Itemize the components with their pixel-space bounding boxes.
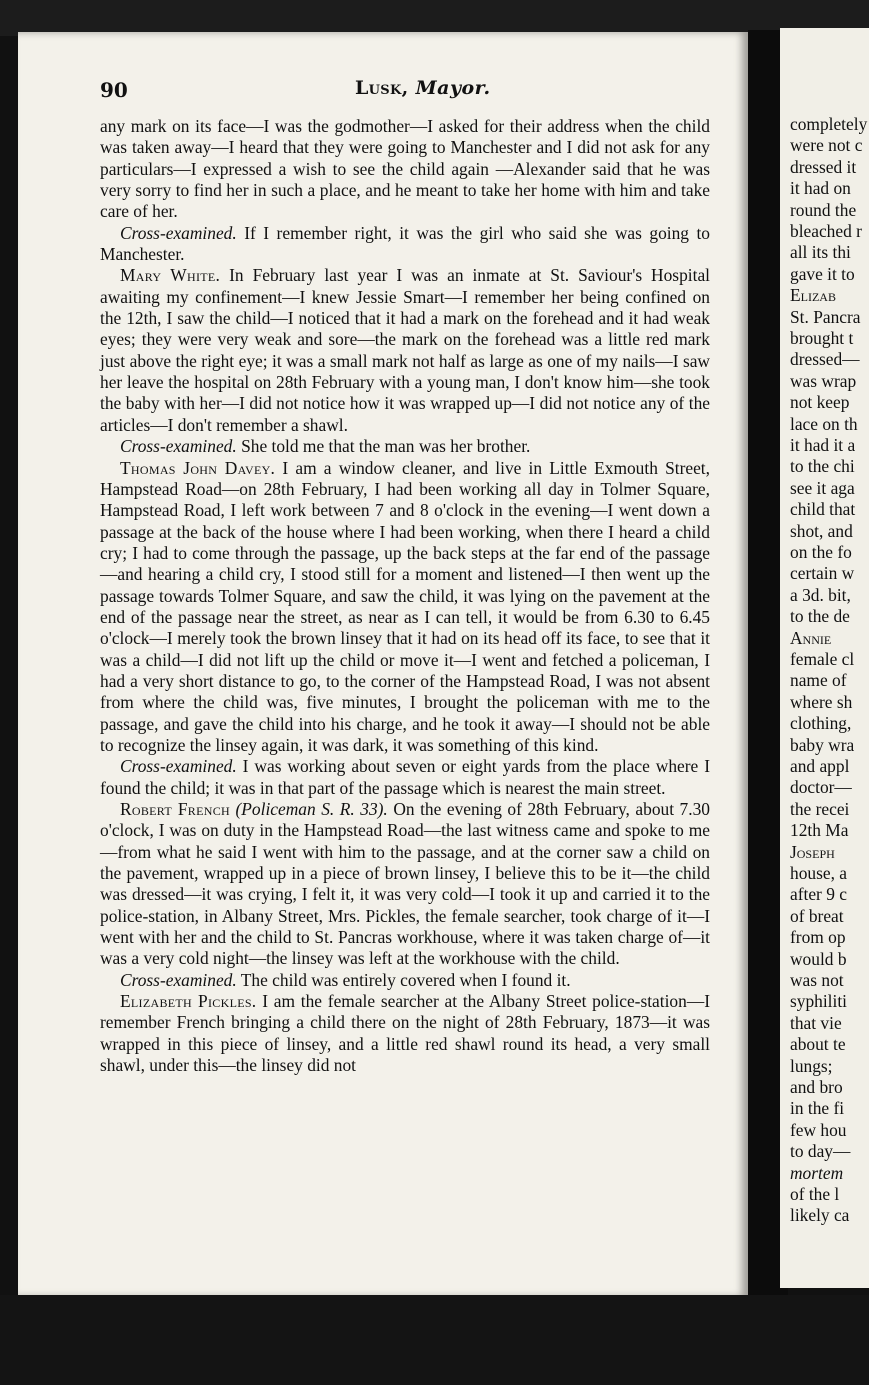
right-page-line: was not (790, 970, 844, 990)
right-page-line: would b (790, 948, 847, 969)
right-page-line: of the l (790, 1184, 840, 1204)
right-page-line: from op (790, 927, 846, 948)
testimony-text: I am the female searcher at the Albany Street police-station—I remember French bringing a child there on the night of 28th February, 1873—it was wrapped in this piece of linsey, and a little red shawl round its head, a very small shawl, under this—the linsey did not (100, 991, 711, 1076)
paragraph-cross-examination (100, 223, 710, 266)
testimony-text: I was working about seven or eight yards from the place where I found the child; it was in that part of the passage which is nearest the main street. (100, 756, 710, 798)
right-page-line: baby wra (790, 734, 855, 755)
page-number: 90 (100, 78, 128, 102)
right-page-line: St. Pancra (790, 306, 861, 327)
cross-examined-label: Cross-examined. (120, 969, 237, 990)
right-page-line: see it aga (790, 477, 855, 498)
right-page-line: dressed it (790, 156, 857, 177)
right-page-line: dressed— (790, 349, 860, 370)
testimony-text: If I remember right, it was the girl who said she was going to Manchester. (100, 222, 710, 265)
right-page-line: house, a (790, 863, 847, 883)
right-page-line: round the (790, 199, 857, 220)
paragraph-witness-robert-french (100, 799, 710, 970)
right-page-line: likely ca (790, 1205, 850, 1226)
testimony-text: The child was entirely covered when I found it. (236, 969, 571, 990)
testimony-text: She told me that the man was her brother. (236, 436, 531, 457)
right-page-line: syphiliti (790, 991, 848, 1012)
right-page-line: clothing, (790, 713, 852, 734)
cross-examined-label: Cross-examined. (120, 222, 237, 243)
running-head-name: Lusk, (355, 77, 409, 99)
scan-top-edge (0, 0, 869, 36)
right-page-line: that vie (790, 1012, 842, 1033)
right-page-line: to the chi (790, 456, 855, 477)
right-page-line: Annie (790, 627, 832, 648)
right-page-line: 12th Ma (790, 820, 849, 841)
testimony-text: In February last year I was an inmate at St. Saviour's Hospital awaiting my confinement—I knew Jessie Smart—I remember her being confined on the 12th, I saw the child—I noticed that it had a mark on the forehead and it had weak eyes; they were very weak and sore—the mark on the forehead was a little red mark just above the right eye; it was a small mark not half as large as one of my nails—I saw her leave the hospital on 28th February with a young man, I don't know him—she took the baby with her—I did not notice how it was wrapped up—I did not notice any of the articles—I don't remember a shawl. (100, 265, 710, 435)
right-page-line: certain w (790, 563, 855, 584)
right-page-line: about te (790, 1034, 846, 1055)
witness-name: Robert French (120, 799, 230, 819)
right-page-line: completely (790, 114, 868, 134)
paragraph-cross-examination (100, 436, 710, 457)
right-page-line: child that (790, 499, 856, 520)
right-page-line: Elizab (790, 285, 836, 306)
right-page-line: bleached r (790, 221, 862, 241)
right-page-line: were not c (790, 135, 863, 156)
running-head-title: Mayor. (415, 77, 491, 99)
right-page-line: brought t (790, 328, 854, 348)
paragraph-witness-thomas-davey (100, 458, 710, 757)
right-page-line: on the fo (790, 542, 852, 562)
cross-examined-label: Cross-examined. (120, 436, 237, 457)
right-page-line: name of (790, 670, 847, 691)
paragraph-witness-mary-white (100, 265, 710, 436)
paragraph-cross-examination (100, 756, 710, 799)
right-page-line: was wrap (790, 370, 857, 391)
witness-role: (Policeman S. R. 33). (235, 799, 388, 819)
right-page-line: shot, and (790, 520, 853, 541)
scan-bottom-edge (0, 1295, 869, 1385)
testimony-text: I am a window cleaner, and live in Little Exmouth Street, Hampstead Road—on 28th February, I had been working all day in Tolmer Square, Hampstead Road, I left work between 7 and 8 o'clock in the evening—I went down a passage at the back of the house where I had been working, when there I heard a child cry; I had to come through the passage, up the back steps at the far end of the passage—and hearing a child cry, I stood still for a moment and listened—I then went up the passage towards Tolmer Square, and saw the child, it was lying on the pavement at the end of the passage near the street, as near as I can tell, it would be from 6.30 to 6.45 o'clock—I merely took the brown linsey that it had on its head off its face, to see that it was a child—I did not lift up the child or move it—I went and fetched a policeman, I had a very short distance to go, to the corner of the Hampstead Road, I was not absent from where the child was, five minutes, I brought the policeman with me to the passage, and gave the child into his charge, and he took it away—I should not be able to recognize the linsey again, it was dark, it was something of this kind. (100, 457, 710, 755)
paragraph-witness-elizabeth-pickles (100, 991, 710, 1076)
right-page-line: to day— (790, 1141, 851, 1162)
cross-examined-label: Cross-examined. (120, 756, 237, 777)
running-head (355, 77, 491, 99)
right-page-line: Joseph (790, 841, 835, 862)
testimony-text: On the evening of 28th February, about 7.30 o'clock, I was on duty in the Hampstead Road—the last witness came and spoke to me—from what he said I went with him to the passage, and at the corner saw a child on the pavement, wrapped up in a piece of brown linsey, I believe this to be it—the child was dressed—it was crying, I felt it, it was very cold—I took it up and carried it to the police-station, in Albany Street, Mrs. Pickles, the female searcher, took charge of it—I went with her and the child to St. Pancras workhouse, where it was taken charge of—it was a very cold night—the linsey was left at the workhouse with the child. (100, 799, 710, 969)
right-page-line: lungs; (790, 1055, 833, 1076)
paragraph-continuation: any mark on its face—I was the godmother—I asked for their address when the child was taken away—I heard that they were going to Manchester and I did not ask for any particulars—I expressed a wish to see the child again —Alexander said that he was very sorry to find her in such a place, and he meant to take her home with him and take care of her. (100, 116, 710, 222)
right-page-line: where sh (790, 691, 853, 712)
paragraph-cross-examination (100, 970, 710, 991)
right-page-line: a 3d. bit, (790, 584, 851, 605)
right-page-line: it had on (790, 178, 851, 199)
right-page-line: to the de (790, 606, 850, 627)
right-page-line: of breat (790, 905, 844, 926)
right-page-line: female cl (790, 649, 855, 669)
right-page-line: and appl (790, 756, 850, 776)
right-page-line: lace on th (790, 413, 858, 434)
right-page-line: doctor— (790, 777, 852, 798)
right-page-line: and bro (790, 1077, 843, 1097)
witness-name: Elizabeth Pickles. (120, 991, 257, 1012)
right-page-line: few hou (790, 1119, 847, 1140)
witness-name: Thomas John Davey. (120, 457, 276, 478)
right-page-line: after 9 c (790, 884, 847, 905)
right-page-line: all its thi (790, 242, 851, 263)
page-body (100, 116, 710, 1076)
right-page-line: mortem (790, 1162, 844, 1183)
right-page-line: it had it a (790, 435, 856, 455)
right-page-line: gave it to (790, 263, 855, 284)
right-page-line: not keep (790, 392, 850, 413)
right-page-line: in the fi (790, 1098, 845, 1119)
witness-name: Mary White. (120, 265, 221, 286)
right-page-line: the recei (790, 798, 850, 819)
